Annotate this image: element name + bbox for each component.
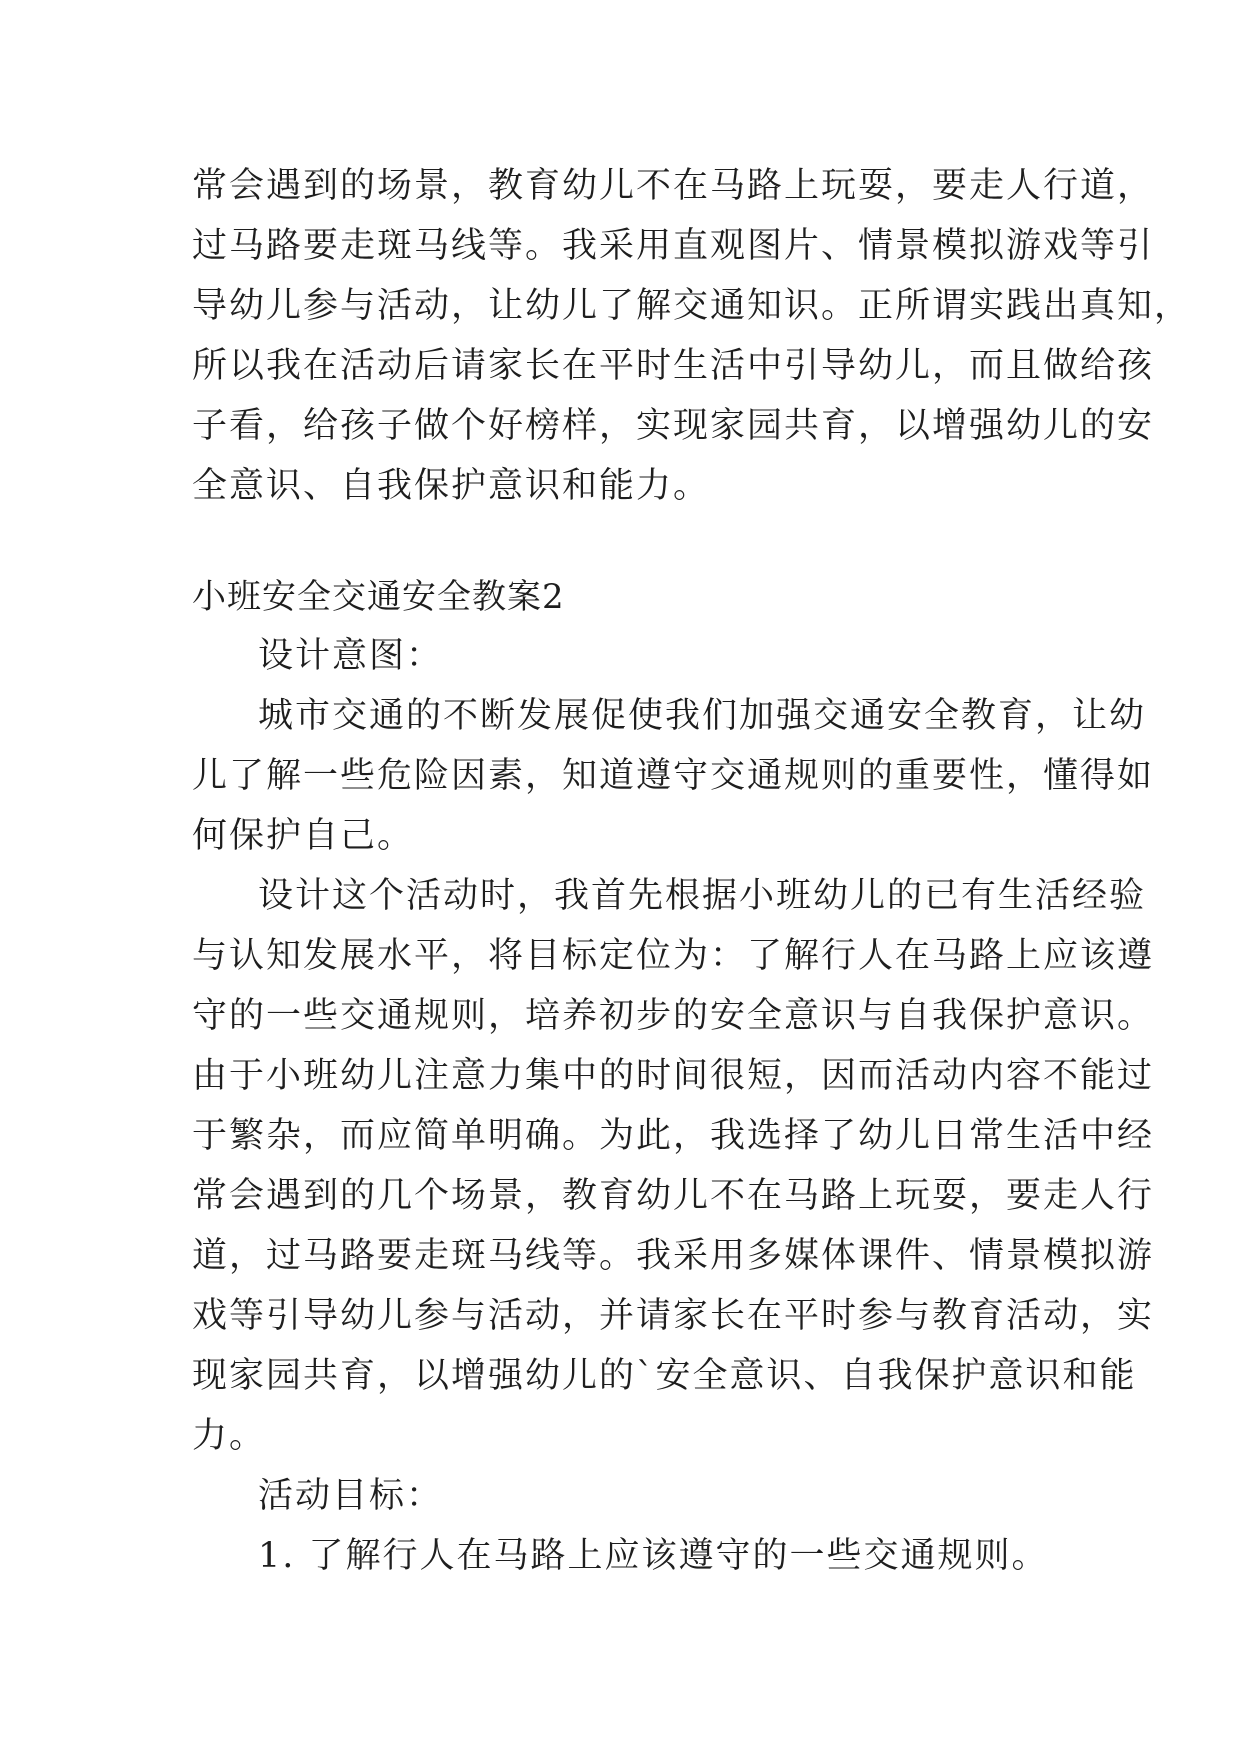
paragraph-line: 设计这个活动时，我首先根据小班幼儿的已有生活经验 xyxy=(258,876,1147,916)
paragraph-line: 常会遇到的场景，教育幼儿不在马路上玩耍，要走人行道， xyxy=(192,166,1155,206)
paragraph-line: 所以我在活动后请家长在平时生活中引导幼儿，而且做给孩 xyxy=(192,346,1155,386)
paragraph-line: 过马路要走斑马线等。我采用直观图片、情景模拟游戏等引 xyxy=(192,226,1155,266)
paragraph-line: 城市交通的不断发展促使我们加强交通安全教育，让幼 xyxy=(258,696,1147,736)
goals-label: 活动目标： xyxy=(258,1476,444,1516)
paragraph-line: 力。 xyxy=(192,1416,267,1456)
paragraph-line: 何保护自己。 xyxy=(192,816,415,856)
paragraph-line: 现家园共育，以增强幼儿的`安全意识、自我保护意识和能 xyxy=(192,1356,1137,1396)
paragraph-line: 守的一些交通规则，培养初步的安全意识与自我保护意识。 xyxy=(192,996,1155,1036)
paragraph-line: 儿了解一些危险因素，知道遵守交通规则的重要性，懂得如 xyxy=(192,756,1155,796)
paragraph-line: 常会遇到的几个场景，教育幼儿不在马路上玩耍，要走人行 xyxy=(192,1176,1155,1216)
paragraph-line: 导幼儿参与活动，让幼儿了解交通知识。正所谓实践出真知， xyxy=(192,286,1192,326)
goal-item: 1. 了解行人在马路上应该遵守的一些交通规则。 xyxy=(258,1536,1049,1576)
paragraph-line: 戏等引导幼儿参与活动，并请家长在平时参与教育活动，实 xyxy=(192,1296,1155,1336)
paragraph-line: 于繁杂，而应简单明确。为此，我选择了幼儿日常生活中经 xyxy=(192,1116,1155,1156)
paragraph-line: 全意识、自我保护意识和能力。 xyxy=(192,466,711,506)
section-title: 小班安全交通安全教案2 xyxy=(192,577,565,617)
design-intent-label: 设计意图： xyxy=(258,636,444,676)
paragraph-line: 与认知发展水平，将目标定位为：了解行人在马路上应该遵 xyxy=(192,936,1155,976)
paragraph-line: 道，过马路要走斑马线等。我采用多媒体课件、情景模拟游 xyxy=(192,1236,1155,1276)
paragraph-line: 子看，给孩子做个好榜样，实现家园共育，以增强幼儿的安 xyxy=(192,406,1155,446)
paragraph-line: 由于小班幼儿注意力集中的时间很短，因而活动内容不能过 xyxy=(192,1056,1155,1096)
